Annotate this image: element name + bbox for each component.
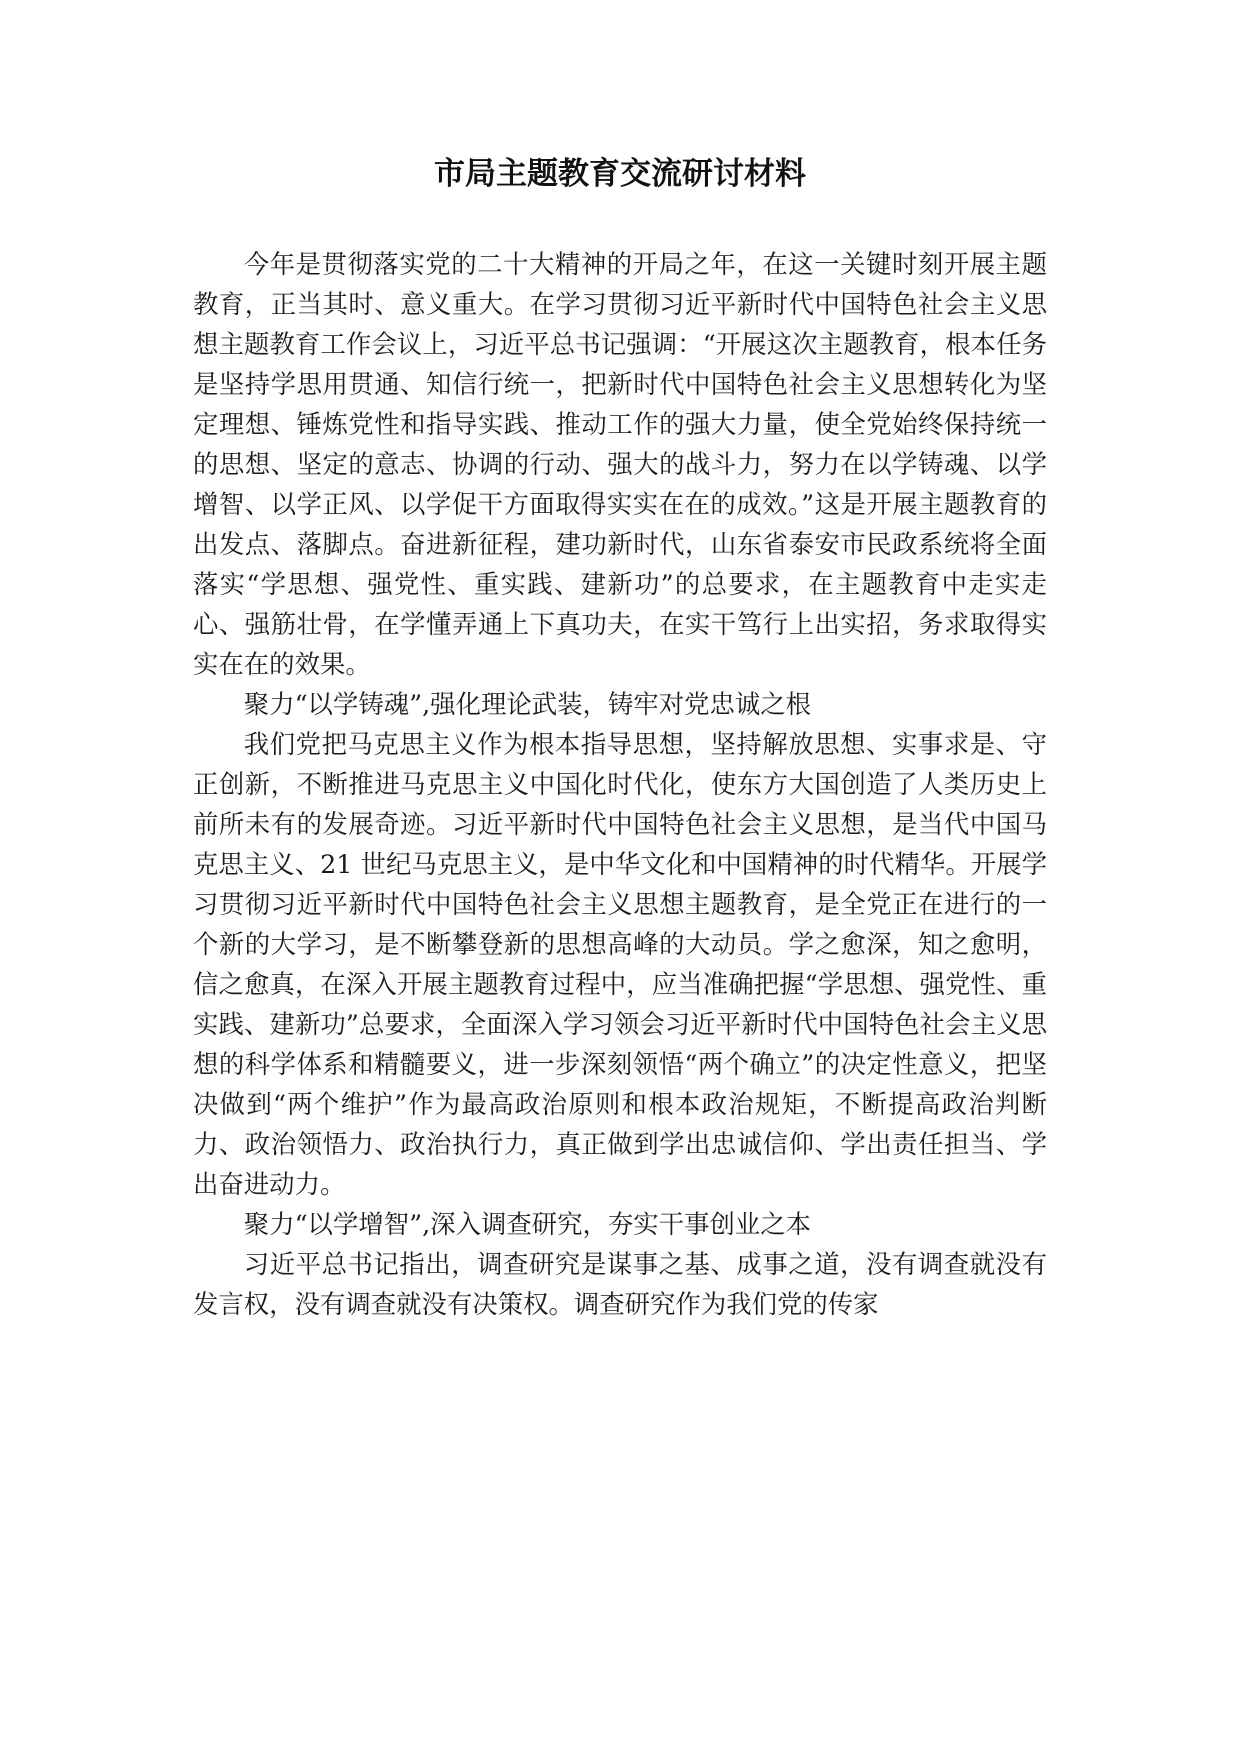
document-body [193, 244, 1047, 1324]
paragraph-section-2: 习近平总书记指出，调查研究是谋事之基、成事之道，没有调查就没有发言权，没有调查就没有决策权。调查研究作为我们党的传家 [193, 1249, 1047, 1319]
section-heading-2: 聚力“以学增智”,深入调查研究，夯实干事创业之本 [243, 1209, 812, 1239]
section-heading-1: 聚力“以学铸魂”,强化理论武装，铸牢对党忠诚之根 [243, 689, 812, 719]
paragraph-section-1: 我们党把马克思主义作为根本指导思想，坚持解放思想、实事求是、守正创新，不断推进马克思主义中国化时代化，使东方大国创造了人类历史上前所未有的发展奇迹。习近平新时代中国特色社会主义思想，是当代中国马克思主义、21 世纪马克思主义，是中华文化和中国精神的时代精华。开展学习贯彻习近平新时代中国特色社会主义思想主题教育，是全党正在进行的一个新的大学习，是不断攀登新的思想高峰的大动员。学之愈深，知之愈明，信之愈真，在深入开展主题教育过程中，应当准确把握“学思想、强党性、重实践、建新功”总要求，全面深入学习领会习近平新时代中国特色社会主义思想的科学体系和精髓要义，进一步深刻领悟“两个确立”的决定性意义，把坚决做到“两个维护”作为最高政治原则和根本政治规矩，不断提高政治判断力、政治领悟力、政治执行力，真正做到学出忠诚信仰、学出责任担当、学出奋进动力。 [193, 729, 1047, 1199]
paragraph-intro: 今年是贯彻落实党的二十大精神的开局之年，在这一关键时刻开展主题教育，正当其时、意义重大。在学习贯彻习近平新时代中国特色社会主义思想主题教育工作会议上，习近平总书记强调：“开展这次主题教育，根本任务是坚持学思用贯通、知信行统一，把新时代中国特色社会主义思想转化为坚定理想、锤炼党性和指导实践、推动工作的强大力量，使全党始终保持统一的思想、坚定的意志、协调的行动、强大的战斗力，努力在以学铸魂、以学增智、以学正风、以学促干方面取得实实在在的成效。”这是开展主题教育的出发点、落脚点。奋进新征程，建功新时代，山东省泰安市民政系统将全面落实“学思想、强党性、重实践、建新功”的总要求，在主题教育中走实走心、强筋壮骨，在学懂弄通上下真功夫，在实干笃行上出实招，务求取得实实在在的效果。 [193, 249, 1047, 679]
document-title: 市局主题教育交流研讨材料 [434, 156, 806, 192]
